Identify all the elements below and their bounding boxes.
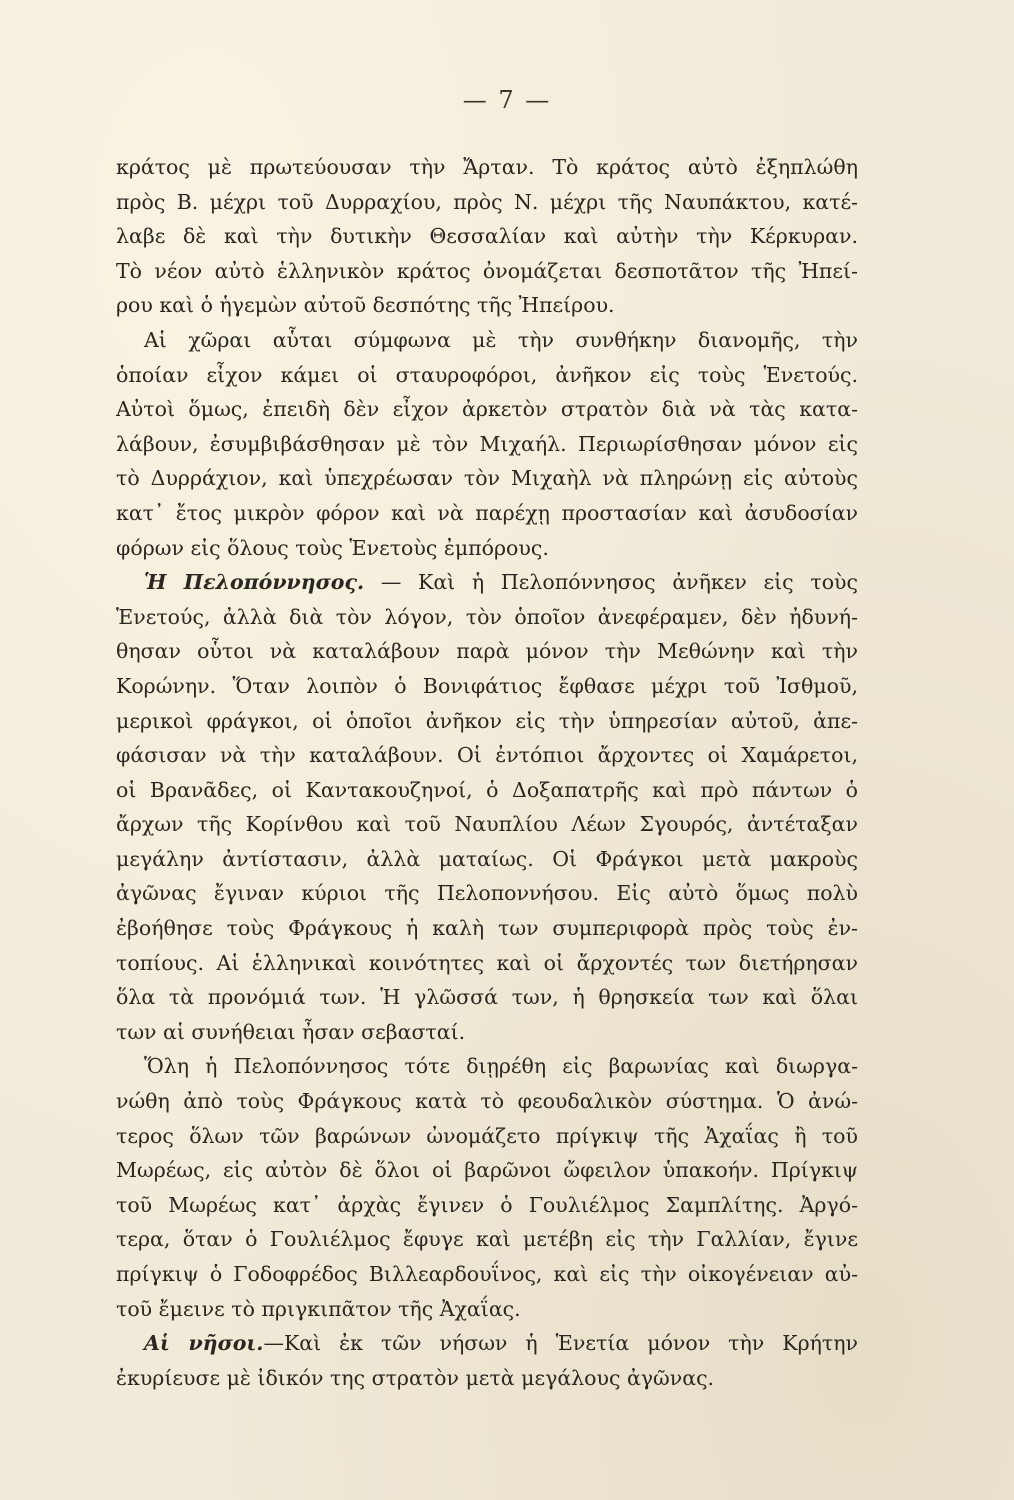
text-line: ὅλα τὰ προνόμιά των. Ἡ γλῶσσά των, ἡ θρησκεία των καὶ ὅλαι xyxy=(116,985,858,1010)
text-line: —Καὶ ἐκ τῶν νήσων ἡ Ἑνετία μόνον τὴν Κρήτην xyxy=(263,1331,858,1356)
text-line: θησαν οὗτοι νὰ καταλάβουν παρὰ μόνον τὴν Μεθώνην καὶ τὴν xyxy=(116,639,858,664)
text-line: των αἱ συνήθειαι ἦσαν σεβασταί. xyxy=(116,1019,466,1044)
section-heading-peloponnese: Ἡ Πελοπόννησος. xyxy=(144,570,365,595)
text-line: οἱ Βρανᾶδες, οἱ Καντακουζηνοί, ὁ Δοξαπατρῆς καὶ πρὸ πάντων ὁ xyxy=(116,777,858,802)
text-line: Ὅλη ἡ Πελοπόννησος τότε διῃρέθη εἰς βαρωνίας καὶ διωργα- xyxy=(144,1054,858,1079)
text-line: φάσισαν νὰ τὴν καταλάβουν. Οἱ ἐντόπιοι ἄρχοντες οἱ Χαμάρετοι, xyxy=(116,743,858,768)
text-line: Κορώνην. Ὅταν λοιπὸν ὁ Βονιφάτιος ἔφθασε μέχρι τοῦ Ἰσθμοῦ, xyxy=(116,673,858,698)
text-line: Ἑνετούς, ἀλλὰ διὰ τὸν λόγον, τὸν ὁποῖον ἀνεφέραμεν, δὲν ἠδυνή- xyxy=(116,604,858,629)
text-line: Αἱ χῶραι αὗται σύμφωνα μὲ τὴν συνθήκην διανομῆς, τὴν xyxy=(144,327,858,352)
text-line: λαβε δὲ καὶ τὴν δυτικὴν Θεσσαλίαν καὶ αὐτὴν τὴν Κέρκυραν. xyxy=(116,224,858,249)
text-line: μερικοὶ φράγκοι, οἱ ὁποῖοι ἀνῆκον εἰς τὴν ὑπηρεσίαν αὐτοῦ, ἀπε- xyxy=(116,708,858,733)
text-line: τοπίους. Αἱ ἑλληνικαὶ κοινότητες καὶ οἱ ἄρχοντές των διετήρησαν xyxy=(116,950,858,975)
section-line-peloponnese xyxy=(116,565,858,600)
text-line: τερα, ὅταν ὁ Γουλιέλμος ἔφυγε καὶ μετέβη εἰς τὴν Γαλλίαν, ἔγινε xyxy=(116,1227,858,1252)
text-line: ρου καὶ ὁ ἡγεμὼν αὐτοῦ δεσπότης τῆς Ἠπείρου. xyxy=(116,293,615,318)
text-line: μεγάλην ἀντίστασιν, ἀλλὰ ματαίως. Οἱ Φράγκοι μετὰ μακροὺς xyxy=(116,846,858,871)
section-line-islands xyxy=(116,1326,858,1361)
text-line: ἀγῶνας ἔγιναν κύριοι τῆς Πελοποννήσου. Εἰς αὐτὸ ὅμως πολὺ xyxy=(116,881,858,906)
text-line: Τὸ νέον αὐτὸ ἑλληνικὸν κράτος ὀνομάζεται δεσποτᾶτον τῆς Ἠπεί- xyxy=(116,258,858,283)
text-line: ἐκυρίευσε μὲ ἰδικόν της στρατὸν μετὰ μεγάλους ἀγῶνας. xyxy=(116,1365,715,1390)
text-line: νώθη ἀπὸ τοὺς Φράγκους κατὰ τὸ φεουδαλικὸν σύστημα. Ὁ ἀνώ- xyxy=(116,1089,858,1114)
section-heading-islands: Αἱ νῆσοι. xyxy=(144,1331,264,1356)
text-line: ἄρχων τῆς Κορίνθου καὶ τοῦ Ναυπλίου Λέων Σγουρός, ἀντέταξαν xyxy=(116,812,858,837)
text-line: κράτος μὲ πρωτεύουσαν τὴν Ἄρταν. Τὸ κράτος αὐτὸ ἐξηπλώθη xyxy=(116,155,858,179)
text-line: — Καὶ ἡ Πελοπόννησος ἀνῆκεν εἰς τοὺς xyxy=(380,570,858,595)
text-line: ὁποίαν εἶχον κάμει οἱ σταυροφόροι, ἀνῆκον εἰς τοὺς Ἑνετούς. xyxy=(116,362,858,387)
text-line: τὸ Δυρράχιον, καὶ ὑπεχρέωσαν τὸν Μιχαὴλ νὰ πληρώνῃ εἰς αὐτοὺς xyxy=(116,466,858,491)
text-line: ἐβοήθησε τοὺς Φράγκους ἡ καλὴ των συμπεριφορὰ πρὸς τοὺς ἐν- xyxy=(116,916,858,941)
text-line: τοῦ ἔμεινε τὸ πριγκιπᾶτον τῆς Ἀχαΐας. xyxy=(116,1296,521,1321)
text-line: κατ᾿ ἔτος μικρὸν φόρον καὶ νὰ παρέχῃ προστασίαν καὶ ἀσυδοσίαν xyxy=(116,500,858,525)
text-line: τερος ὅλων τῶν βαρώνων ὠνομάζετο πρίγκιψ τῆς Ἀχαΐας ἢ τοῦ xyxy=(116,1123,858,1148)
text-line: τοῦ Μωρέως κατ᾿ ἀρχὰς ἔγινεν ὁ Γουλιέλμος Σαμπλίτης. Ἀργό- xyxy=(116,1192,858,1217)
text-line: φόρων εἰς ὅλους τοὺς Ἑνετοὺς ἐμπόρους. xyxy=(116,535,549,560)
text-line: πρὸς Β. μέχρι τοῦ Δυρραχίου, πρὸς Ν. μέχρι τῆς Ναυπάκτου, κατέ- xyxy=(116,189,858,214)
text-line: Αὐτοὶ ὅμως, ἐπειδὴ δὲν εἶχον ἀρκετὸν στρατὸν διὰ νὰ τὰς κατα- xyxy=(116,397,858,422)
text-line: Μωρέως, εἰς αὐτὸν δὲ ὅλοι οἱ βαρῶνοι ὤφειλον ὑπακοήν. Πρίγκιψ xyxy=(116,1158,858,1183)
text-line: πρίγκιψ ὁ Γοδοφρέδος Βιλλεαρδουΐνος, καὶ εἰς τὴν οἰκογένειαν αὐ- xyxy=(116,1262,858,1286)
page-number: — 7 — xyxy=(462,86,552,114)
text-line: λάβουν, ἐσυμβιβάσθησαν μὲ τὸν Μιχαήλ. Περιωρίσθησαν μόνον εἰς xyxy=(116,431,858,456)
body-text xyxy=(116,150,858,1395)
